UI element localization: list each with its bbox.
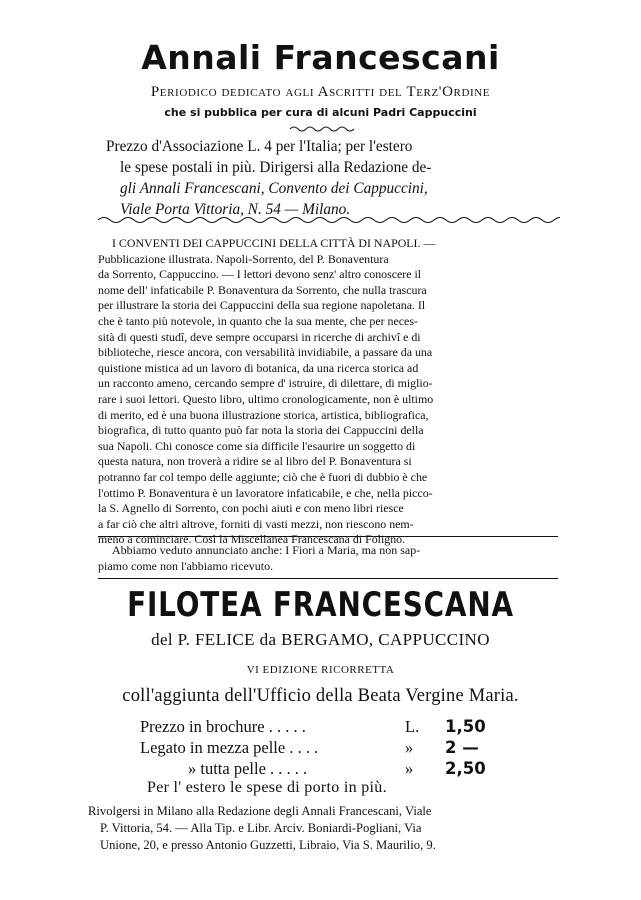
- review-line: questa natura, non troverà a ridire se al libro del P. Bonaventura si: [98, 454, 412, 469]
- divider-rule: [98, 578, 558, 579]
- announced-paragraph: [98, 542, 554, 574]
- price-list: [140, 716, 520, 779]
- subscription-line: gli Annali Francescani, Convento dei Cappuccini,: [120, 180, 428, 197]
- price-label: Prezzo in brochure . . . . .: [140, 717, 306, 736]
- contact-line: Rivolgersi in Milano alla Redazione degli Annali Francescani, Viale: [88, 804, 432, 818]
- review-line: l'ottimo P. Bonaventura è un lavoratore infaticabile, e che, nella picco-: [98, 485, 433, 500]
- price-label: » tutta pelle . . . . .: [188, 759, 308, 778]
- wavy-divider: [98, 215, 560, 225]
- price-mark: L.: [405, 717, 420, 736]
- review-line: la S. Agnello di Sorrento, con pochi aiuti e con meno libri riesce: [98, 501, 404, 516]
- filotea-addition: coll'aggiunta dell'Ufficio della Beata Vergine Maria.: [122, 686, 519, 706]
- subscription-paragraph: [106, 136, 556, 220]
- price-mark: »: [405, 738, 414, 757]
- price-value: 2,50: [445, 759, 486, 778]
- small-ornament-divider: [0, 124, 641, 134]
- review-line: Pubblicazione illustrata. Napoli-Sorrento, del P. Bonaventura: [98, 251, 389, 266]
- announced-line: Abbiamo veduto annunciato anche: I Fiori a Maria, ma non sap-: [112, 543, 421, 557]
- review-line: sua Napoli. Chi conosce come sia difficile l'esaurire un soggetto di: [98, 438, 416, 453]
- review-line: biografica, di tutto quanto può far nota la storia dei Cappuccini della: [98, 423, 424, 438]
- review-line: da Sorrento, Cappuccino. — I lettori devono senz' altro conoscere il: [98, 267, 422, 282]
- journal-title: Annali Francescani: [141, 38, 500, 77]
- journal-subtitle: Periodico dedicato agli Ascritti del Terz'Ordine: [150, 84, 491, 100]
- review-line: potranno far col tempo delle aggiunte; ciò che è fuori di dubbio è che: [98, 469, 428, 484]
- review-paragraph: [98, 236, 554, 548]
- review-line: per illustrare la storia dei Cappuccini della sua regione napoletana. Il: [98, 298, 426, 313]
- review-line: nome dell' infaticabile P. Bonaventura da Sorrento, che nulla trascura: [98, 282, 427, 297]
- review-line: meno a cominciare. Così la Miscellanea Francescana di Foligno.: [98, 532, 406, 547]
- subscription-line: le spese postali in più. Dirigersi alla Redazione de-: [120, 159, 432, 176]
- filotea-title: FILOTEA FRANCESCANA: [127, 585, 514, 625]
- review-line: che è tanto più notevole, in quanto che la sua mente, che per neces-: [98, 313, 418, 328]
- divider-rule: [98, 536, 558, 537]
- subscription-line: Viale Porta Vittoria, N. 54 — Milano.: [120, 201, 351, 218]
- review-line: un racconto ameno, cercando sempre d' istruire, di dilettare, di miglio-: [98, 376, 433, 391]
- review-line: rare i suoi lettori. Questo libro, ultimo cronologicamente, non è ultimo: [98, 391, 434, 406]
- price-value: 1,50: [445, 717, 486, 736]
- review-line: a far ciò che altri altrove, forniti di vasti mezzi, non riescono nem-: [98, 516, 414, 531]
- contact-line: Unione, 20, e presso Antonio Guzzetti, Libraio, Via S. Maurilio, 9.: [100, 838, 436, 852]
- contact-line: P. Vittoria, 54. — Alla Tip. e Libr. Arciv. Boniardi-Pogliani, Via: [100, 821, 422, 835]
- review-line: biblioteche, riesce ancora, con versabilità invidiabile, a passare da una: [98, 345, 433, 360]
- review-line: quistione mistica ad un lavoro di botanica, da una ricerca storica ad: [98, 360, 419, 375]
- filotea-author: del P. FELICE da BERGAMO, CAPPUCCINO: [151, 630, 490, 649]
- price-value: 2 —: [445, 738, 479, 757]
- review-line: sità di questi studî, deve sempre occuparsi in ricerche di archivî e di: [98, 329, 421, 344]
- review-line: I CONVENTI DEI CAPPUCCINI DELLA CITTÀ DI NAPOLI. —: [112, 236, 436, 250]
- price-row: [140, 716, 520, 737]
- announced-line: piamo come non l'abbiamo ricevuto.: [98, 559, 274, 573]
- contact-paragraph: [88, 803, 558, 854]
- price-mark: »: [405, 759, 414, 778]
- journal-subtitle-2: che si pubblica per cura di alcuni Padri Cappuccini: [164, 106, 477, 119]
- price-row: [140, 758, 520, 779]
- price-label: Legato in mezza pelle . . . .: [140, 738, 319, 757]
- subscription-line: Prezzo d'Associazione L. 4 per l'Italia; per l'estero: [106, 138, 413, 155]
- filotea-edition: VI EDIZIONE RICORRETTA: [246, 664, 395, 676]
- price-row: [140, 737, 520, 758]
- review-line: di merito, ed è una buona illustrazione storica, artistica, bibliografica,: [98, 407, 429, 422]
- shipping-note: Per l' estero le spese di porto in più.: [147, 779, 387, 796]
